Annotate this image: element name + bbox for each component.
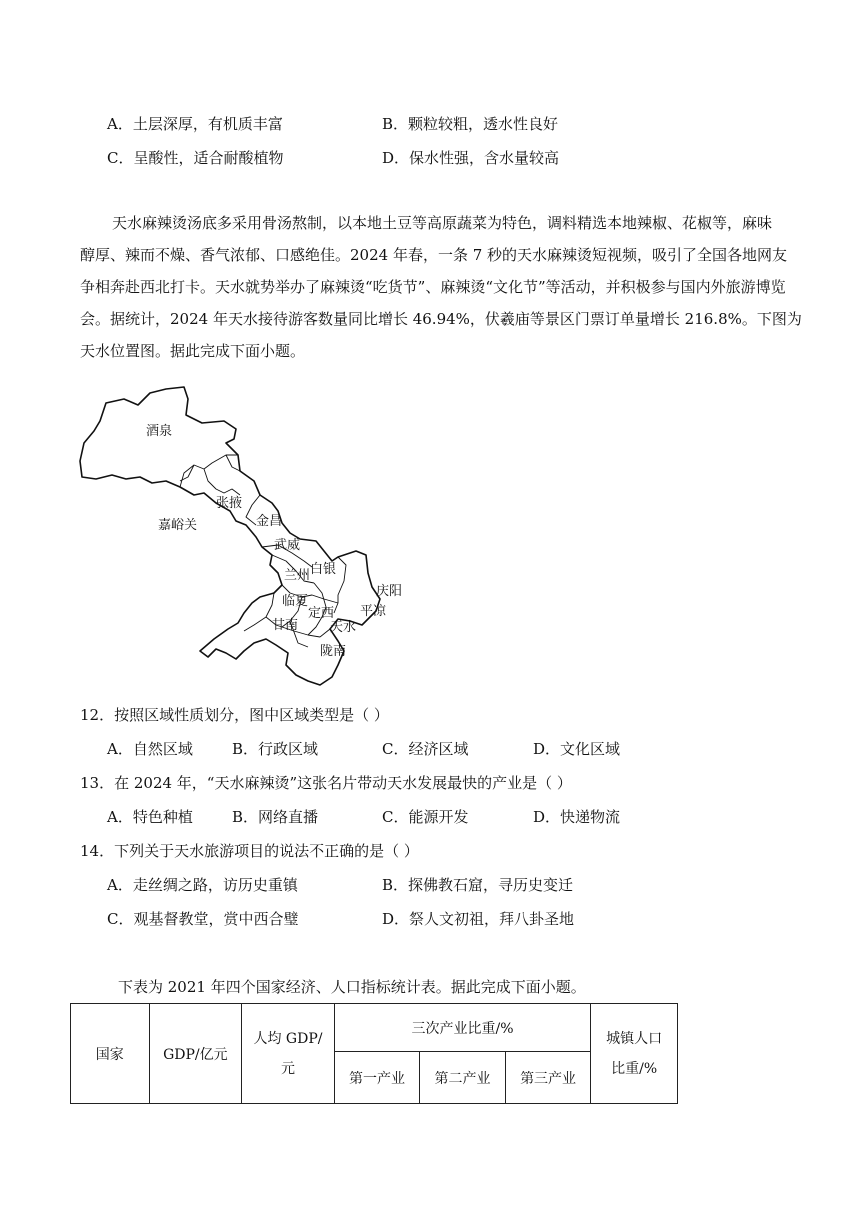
label-pingliang: 平凉 [360, 604, 387, 619]
question-option: A．自然区域 [107, 740, 193, 758]
label-jiayuguan: 嘉峪关 [158, 518, 198, 533]
header-country: 国家 [71, 1004, 150, 1104]
header-primary: 第一产业 [334, 1052, 420, 1104]
question-option: C．能源开发 [382, 808, 469, 826]
label-qingyang: 庆阳 [376, 584, 403, 599]
gansu-map [76, 385, 416, 690]
map-outline [80, 387, 380, 685]
label-longnan: 陇南 [320, 644, 347, 659]
passage-table-intro: 下表为 2021 年四个国家经济、人口指标统计表。据此完成下面小题。 [118, 978, 586, 996]
option-d: D．保水性强，含水量较高 [382, 149, 560, 167]
header-gdp-per-capita-line1: 人均 GDP/ [253, 1030, 323, 1047]
question-stem: 12．按照区域性质划分，图中区域类型是（ ） [80, 706, 389, 724]
question-option: A．走丝绸之路，访历史重镇 [107, 876, 298, 894]
question-option: D．文化区域 [533, 740, 621, 758]
label-lanzhou: 兰州 [284, 568, 311, 583]
question-stem: 13．在 2024 年，“天水麻辣烫”这张名片带动天水发展最快的产业是（ ） [80, 774, 572, 792]
label-linxia: 临夏 [282, 594, 309, 609]
passage-line: 天水麻辣烫汤底多采用骨汤熬制，以本地土豆等高原蔬菜为特色，调料精选本地辣椒、花椒等，麻味 [112, 214, 773, 232]
label-tianshui: 天水 [330, 620, 357, 635]
header-tertiary: 第三产业 [505, 1052, 591, 1104]
header-gdp-per-capita [242, 1004, 335, 1104]
question-stem: 14．下列关于天水旅游项目的说法不正确的是（ ） [80, 842, 419, 860]
label-baiyin: 白银 [310, 562, 337, 577]
label-gannan: 甘南 [272, 618, 299, 633]
question-option: C．观基督教堂，赏中西合璧 [107, 910, 299, 928]
label-zhangye: 张掖 [216, 496, 243, 511]
question-option: B．行政区域 [232, 740, 319, 758]
question-option: B．网络直播 [232, 808, 319, 826]
header-secondary: 第二产业 [420, 1052, 506, 1104]
header-industry-share: 三次产业比重/% [334, 1004, 591, 1052]
question-option: D．快递物流 [533, 808, 621, 826]
option-c: C．呈酸性，适合耐酸植物 [107, 149, 284, 167]
header-urban-share [591, 1004, 678, 1104]
passage-line: 争相奔赴西北打卡。天水就势举办了麻辣烫“吃货节”、麻辣烫“文化节”等活动，并积极参与国内外旅游博览 [80, 278, 786, 296]
question-option: C．经济区域 [382, 740, 469, 758]
label-dingxi: 定西 [308, 606, 335, 621]
label-wuwei: 武威 [274, 538, 301, 553]
option-a: A．土层深厚，有机质丰富 [107, 115, 283, 133]
header-gdp-per-capita-line2: 元 [280, 1060, 295, 1077]
question-option: B．探佛教石窟，寻历史变迁 [382, 876, 574, 894]
question-option: D．祭人文初祖，拜八卦圣地 [382, 910, 575, 928]
option-b: B．颗粒较粗，透水性良好 [382, 115, 559, 133]
header-urban-line2: 比重/% [611, 1060, 658, 1077]
stats-table [70, 1003, 678, 1104]
label-jiuquan: 酒泉 [146, 424, 173, 439]
label-jinchang: 金昌 [256, 514, 283, 529]
passage-line: 天水位置图。据此完成下面小题。 [80, 342, 306, 360]
passage-line: 醇厚、辣而不燥、香气浓郁、口感绝佳。2024 年春，一条 7 秒的天水麻辣烫短视频，吸引了全国各地网友 [80, 246, 788, 264]
passage-line: 会。据统计，2024 年天水接待游客数量同比增长 46.94%，伏羲庙等景区门票订单量增长 216.8%。下图为 [80, 310, 802, 328]
header-gdp: GDP/亿元 [149, 1004, 242, 1104]
question-option: A．特色种植 [107, 808, 193, 826]
header-urban-line1: 城镇人口 [606, 1030, 663, 1047]
